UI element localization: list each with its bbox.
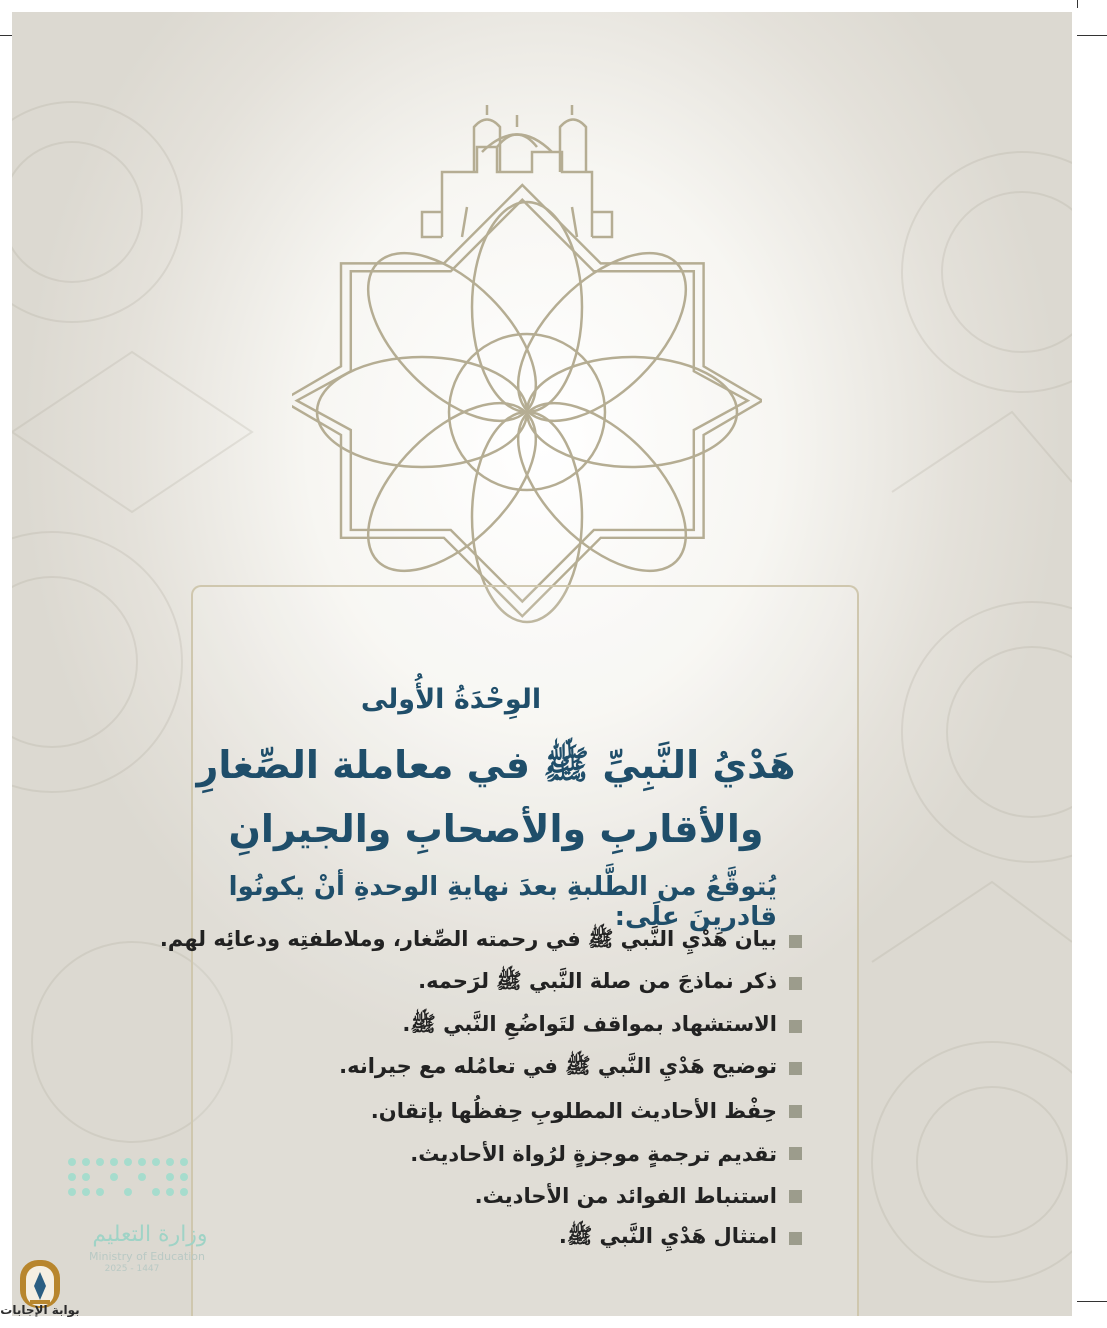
crop-mark [1077,1301,1107,1302]
ministry-name-en: Ministry of Education [88,1250,205,1263]
unit-title-line-1: هَدْيُ النَّبِيِّ ﷺ في معاملة الصِّغارِ [196,743,796,787]
ministry-of-education-logo [62,1152,232,1292]
list-item: بيان هَدْيِ النَّبي ﷺ في رحمته الصِّغار، وملاطفتِه ودعائِه لهم. [202,920,802,963]
list-item: توضيح هَدْيِ النَّبي ﷺ في تعامُله مع جيرانه. [202,1048,802,1091]
unit-label: الوِحْدَةُ الأُولى [360,684,542,715]
square-bullet-icon [789,1147,802,1160]
square-bullet-icon [789,1020,802,1033]
crop-mark [1077,35,1107,36]
list-item: ذكر نماذجَ من صلة النَّبي ﷺ لرَحمه. [202,963,802,1006]
square-bullet-icon [789,1190,802,1203]
objectives-list [159,920,802,1260]
square-bullet-icon [789,977,802,990]
crop-mark [1077,0,1078,8]
list-item: تقديم ترجمةٍ موجزةٍ لرُواة الأحاديث. [202,1133,802,1176]
ministry-dots-icon [62,1152,202,1212]
square-bullet-icon [789,1232,802,1245]
list-item: امتثال هَدْيِ النَّبي ﷺ. [202,1218,802,1261]
mosque-star-ornament [292,97,762,637]
list-item: الاستشهاد بمواقف لتَواضُعِ النَّبي ﷺ. [202,1005,802,1048]
square-bullet-icon [789,935,802,948]
page [12,12,1072,1316]
square-bullet-icon [789,1105,802,1118]
ministry-name: وزارة التعليم [92,1222,208,1247]
square-bullet-icon [789,1062,802,1075]
objectives-intro: يُتوقَّعُ من الطَّلبةِ بعدَ نهايةِ الوحدةِ أنْ يكونُوا قادرينَ علَى: [228,872,777,932]
unit-title-line-2: والأقاربِ والأصحابِ والجيرانِ [228,807,764,851]
ministry-year: 2025 - 1447 [104,1264,160,1274]
list-item: حِفْظ الأحاديث المطلوبِ حِفظُها بإتقان. [202,1090,802,1133]
portal-name: بوابة الإجابات [0,1303,80,1317]
list-item: استنباط الفوائد من الأحاديث. [202,1175,802,1218]
